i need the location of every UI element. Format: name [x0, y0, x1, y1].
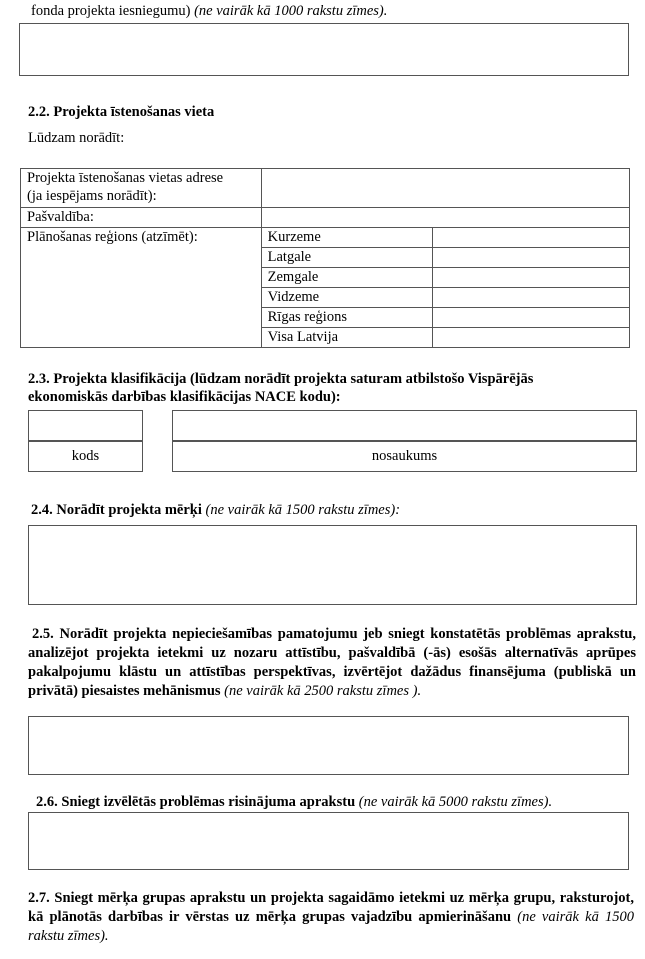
- region-mark-kurzeme[interactable]: [433, 228, 630, 248]
- project-location-table: [20, 168, 630, 348]
- region-mark-all-latvia[interactable]: [433, 328, 630, 348]
- continuation-label: fonda projekta iesniegumu): [31, 3, 191, 19]
- region-name-vidzeme: Vidzeme: [261, 288, 433, 308]
- project-need-answer-box[interactable]: [28, 716, 629, 775]
- section-2-7-heading: 2.7. Sniegt mērķa grupas aprakstu un projekta sagaidāmo ietekmi uz mērķa grupu, raksturojot, kā plānotās darbības ir vērstas uz mērķa grupas vajadzību apmierināšanu: [28, 890, 634, 925]
- nace-name-label: nosaukums: [371, 448, 438, 464]
- continuation-note: (ne vairāk kā 1000 rakstu zīmes).: [194, 3, 388, 19]
- region-label: Plānošanas reģions (atzīmēt):: [21, 228, 262, 348]
- nace-code-input[interactable]: [28, 410, 143, 441]
- municipality-input-cell[interactable]: [261, 208, 629, 228]
- nace-name-label-cell: [172, 441, 637, 472]
- section-2-7-text: [28, 889, 634, 946]
- region-name-kurzeme: Kurzeme: [261, 228, 433, 248]
- address-label-line1: Projekta īstenošanas vietas adrese: [27, 170, 224, 186]
- region-name-all-latvia: Visa Latvija: [261, 328, 433, 348]
- section-2-2-instruction: Lūdzam norādīt:: [28, 130, 125, 146]
- region-mark-riga[interactable]: [433, 308, 630, 328]
- section-2-3-heading-line1: 2.3. Projekta klasifikācija (lūdzam norādīt projekta saturam atbilstošo Vispārējās: [28, 371, 534, 387]
- address-label-cell: [21, 169, 262, 208]
- region-mark-zemgale[interactable]: [433, 268, 630, 288]
- solution-answer-box[interactable]: [28, 812, 629, 870]
- section-2-4-note: (ne vairāk kā 1500 rakstu zīmes):: [205, 502, 401, 518]
- region-mark-latgale[interactable]: [433, 248, 630, 268]
- section-2-3-heading-line2: ekonomiskās darbības klasifikācijas NACE kodu):: [28, 389, 341, 405]
- section-2-5-heading: 2.5. Norādīt projekta nepieciešamības pamatojumu jeb sniegt konstatētās problēmas aprakstu, analizējot projekta ietekmi uz nozaru attīstību, pašvaldībā (-ās) esošās alternatīvās aprūpes pakalpojumu klāstu un attīstības perspektīvas, izvērtējot dažādus finansējuma (publiskā un privātā) piesaistes mehānismus: [28, 626, 636, 699]
- section-2-6-heading: 2.6. Sniegt izvēlētās problēmas risinājuma aprakstu: [36, 794, 356, 810]
- region-name-riga: Rīgas reģions: [261, 308, 433, 328]
- address-label-line2: (ja iespējams norādīt):: [27, 188, 157, 204]
- section-2-5-text: [28, 625, 636, 701]
- region-name-zemgale: Zemgale: [261, 268, 433, 288]
- nace-code-label: kods: [71, 448, 100, 464]
- project-fund-answer-box[interactable]: [19, 23, 629, 76]
- section-2-4-heading-line: [31, 502, 400, 519]
- region-mark-vidzeme[interactable]: [433, 288, 630, 308]
- municipality-label: Pašvaldība:: [21, 208, 262, 228]
- nace-name-input[interactable]: [172, 410, 637, 441]
- section-2-4-heading: 2.4. Norādīt projekta mērķi: [31, 502, 202, 518]
- nace-code-label-cell: [28, 441, 143, 472]
- project-goal-answer-box[interactable]: [28, 525, 637, 605]
- address-input-cell[interactable]: [261, 169, 629, 208]
- section-2-2-heading: 2.2. Projekta īstenošanas vieta: [28, 104, 215, 120]
- section-2-6-note: (ne vairāk kā 5000 rakstu zīmes).: [358, 794, 553, 810]
- continuation-text: [31, 3, 387, 20]
- section-2-5-note: (ne vairāk kā 2500 rakstu zīmes ).: [224, 683, 422, 699]
- region-name-latgale: Latgale: [261, 248, 433, 268]
- section-2-6-heading-line: [36, 794, 552, 811]
- section-2-7-note: (ne vairāk kā 1500 rakstu zīmes).: [28, 909, 635, 944]
